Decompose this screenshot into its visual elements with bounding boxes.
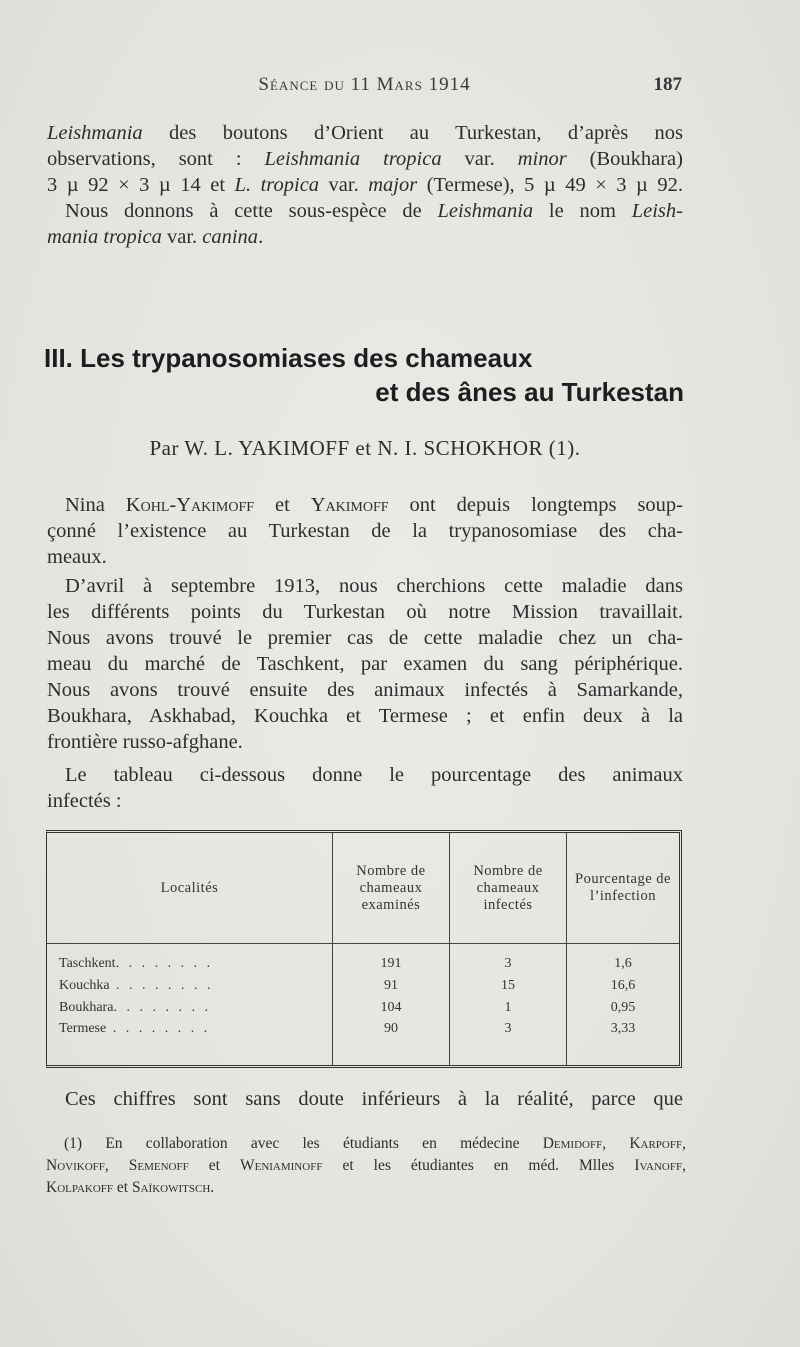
leader-dots: . . . . . . . . — [106, 1021, 211, 1037]
author-name: Yakimoff — [310, 494, 389, 516]
percent-cell: 1,6 — [567, 956, 680, 978]
footnote — [46, 1133, 686, 1199]
infected-cell: 15 — [449, 978, 566, 1000]
intro-text: (Boukhara) — [566, 148, 683, 170]
percent-cell: 16,6 — [567, 978, 680, 1000]
examined-cell: 91 — [332, 978, 449, 1000]
infected-cell: 1 — [449, 1000, 566, 1022]
locality-cell — [47, 1021, 332, 1043]
student-names: Weniaminoff — [239, 1157, 323, 1174]
spacer-cell — [567, 1043, 680, 1065]
body-text: Nous avons trouvé ensuite des animaux infectés à Samarkande, — [47, 679, 683, 701]
body-text: Boukhara, Askhabad, Kouchka et Termese ; et enfin deux à la — [47, 705, 683, 727]
spacer-cell — [47, 944, 332, 957]
examined-cell: 104 — [332, 1000, 449, 1022]
body-paragraph-1 — [47, 492, 683, 570]
infection-table — [46, 830, 682, 1068]
intro-paragraph — [47, 120, 683, 250]
species-name: Leish- — [631, 200, 683, 222]
body-text: ont depuis longtemps soup- — [388, 494, 684, 516]
locality: Kouchka — [59, 977, 110, 993]
header-percent — [567, 833, 680, 944]
footnote-text: et — [188, 1157, 240, 1174]
spacer-cell — [449, 944, 566, 957]
body-text: frontière russo-afghane. — [47, 731, 243, 753]
author-name: Kohl-Yakimoff — [125, 494, 255, 516]
table-row — [47, 1000, 679, 1022]
header-percent-text: Pourcentage de l’infection — [575, 871, 671, 904]
locality: Boukhara — [59, 999, 114, 1015]
locality-cell — [47, 978, 332, 1000]
examined-cell: 90 — [332, 1021, 449, 1043]
body-text: çonné l’existence au Turkestan de la trypanosomiase des cha- — [47, 520, 683, 542]
intro-text: le nom — [533, 200, 632, 222]
locality: Termese — [59, 1021, 107, 1037]
intro-text: observations, sont : — [47, 148, 265, 170]
spacer-cell — [47, 1043, 332, 1065]
intro-text: var. — [441, 148, 518, 170]
section-title — [44, 340, 684, 412]
body-text: infectés : — [47, 790, 122, 812]
infected-cell: 3 — [449, 1021, 566, 1043]
section-title-line2: et des ânes au Turkestan — [375, 377, 684, 407]
table-row — [47, 956, 679, 978]
variety-name: minor — [517, 148, 567, 170]
locality-cell — [47, 1000, 332, 1022]
header-infected — [449, 833, 566, 944]
percent-cell: 3,33 — [567, 1021, 680, 1043]
spacer-cell — [567, 944, 680, 957]
percent-cell: 0,95 — [567, 1000, 680, 1022]
intro-text: var. — [319, 174, 369, 196]
body-text: et — [254, 494, 311, 516]
page-number: 187 — [653, 74, 682, 95]
header-examined — [332, 833, 449, 944]
footnote-text: (1) En collaboration avec les étudiants en médecine — [64, 1135, 543, 1152]
header-infected-text: Nombre de chameaux infectés — [473, 862, 543, 913]
genus-name: Leishmania — [437, 200, 534, 222]
leader-dots: . . . . . . . . — [113, 999, 211, 1015]
student-names: Novikoff, Semenoff — [46, 1157, 189, 1174]
body-text: Nina — [65, 494, 126, 516]
body-text: Nous avons trouvé le premier cas de cette maladie chez un cha- — [47, 627, 683, 649]
header-examined-text: Nombre de chameaux examinés — [356, 862, 426, 913]
spacer-cell — [449, 1043, 566, 1065]
species-name: mania tropica — [47, 226, 162, 248]
body-paragraph-3 — [47, 762, 683, 814]
intro-text: var. — [161, 226, 203, 248]
student-names: Ivanoff, — [634, 1157, 686, 1174]
footnote-text: et — [113, 1179, 132, 1196]
body-text: Le tableau ci-dessous donne le pourcentage des animaux — [65, 764, 683, 786]
table-row — [47, 1021, 679, 1043]
species-name: L. tropica — [234, 174, 320, 196]
body-text: D’avril à septembre 1913, nous cherchions cette maladie dans — [65, 575, 683, 597]
intro-text: Nous donnons à cette sous-espèce de — [65, 200, 438, 222]
genus-name: Leishmania — [47, 122, 143, 144]
header-localities: Localités — [47, 833, 332, 944]
body-paragraph-4 — [47, 1086, 683, 1112]
running-title: Séance du 11 Mars 1914 — [258, 74, 471, 95]
examined-cell: 191 — [332, 956, 449, 978]
measurement: (Termese), 5 µ 49 × 3 µ 92. — [417, 174, 684, 196]
section-title-line1: III. Les trypanosomiases des chameaux — [44, 343, 533, 373]
locality-cell — [47, 956, 332, 978]
body-text: meaux. — [47, 546, 107, 568]
body-paragraph-2 — [47, 573, 683, 755]
intro-text: . — [258, 226, 264, 248]
variety-name: major — [368, 174, 418, 196]
infected-cell: 3 — [449, 956, 566, 978]
leader-dots: . . . . . . . . — [109, 977, 214, 993]
spacer-cell — [332, 1043, 449, 1065]
measurement: 3 µ 92 × 3 µ 14 et — [47, 174, 235, 196]
byline: Par W. L. YAKIMOFF et N. I. SCHOKHOR (1). — [149, 436, 581, 460]
body-text: meau du marché de Taschkent, par examen du sang périphérique. — [47, 653, 683, 675]
footnote-text: . — [210, 1179, 215, 1196]
locality: Taschkent — [59, 956, 116, 971]
leader-dots: . . . . . . . . — [115, 956, 214, 971]
body-text: les différents points du Turkestan où notre Mission travaillait. — [47, 601, 683, 623]
spacer-cell — [332, 944, 449, 957]
variety-name: canina — [202, 226, 259, 248]
table-row — [47, 978, 679, 1000]
footnote-text: et les étudiantes en méd. Mlles — [322, 1157, 635, 1174]
intro-text: des boutons d’Orient au Turkestan, d’après nos — [142, 122, 683, 144]
body-text: Ces chiffres sont sans doute inférieurs à la réalité, parce que — [65, 1088, 683, 1110]
species-name: Leishmania tropica — [264, 148, 442, 170]
running-head — [47, 74, 682, 104]
student-names: Kolpakoff — [46, 1179, 114, 1196]
student-names: Saïkowitsch — [131, 1179, 211, 1196]
student-names: Demidoff, Karpoff, — [542, 1135, 686, 1152]
